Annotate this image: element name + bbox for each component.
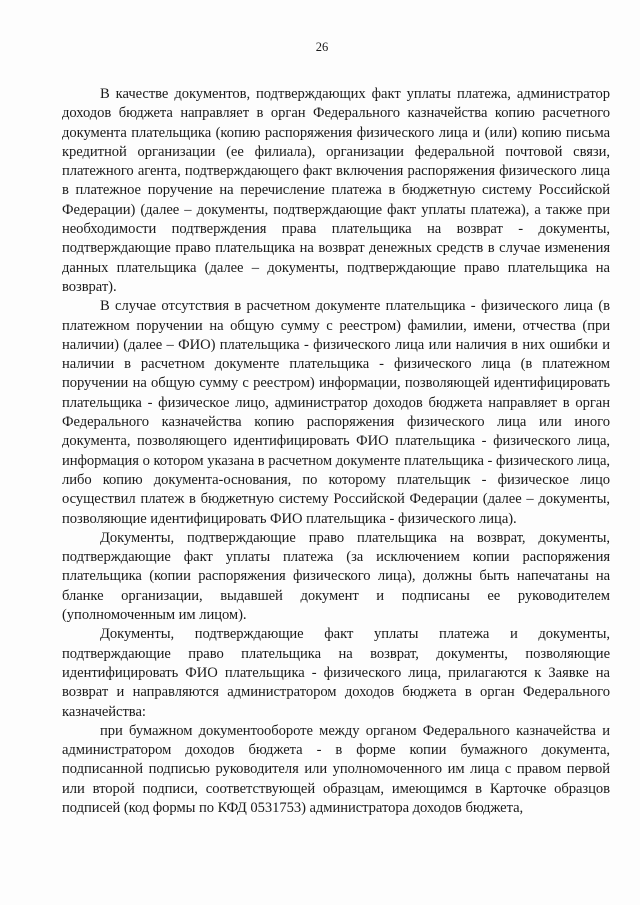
paragraph-fio-identification: В случае отсутствия в расчетном документе плательщика - физического лица (в платежном поручении на общую сумму с реестром) фамилии, имени, отчества (при наличии) (далее – ФИО) плательщика - физического лица или наличия в них ошибки и наличии в расчетном документе плательщика - физического лица (в платежном поручении на общую сумму с реестром) информации, позволяющей идентифицировать плательщика - физическое лицо, администратор доходов бюджета направляет в орган Федерального казначейства копию распоряжения физического лица или иного документа, позволяющего идентифицировать ФИО плательщика - физического лица, информация о котором указана в расчетном документе плательщика - физического лица, либо копию документа-основания, по которому плательщик - физическое лицо осуществил платеж в бюджетную систему Российской Федерации (далее – документы, позволяющие идентифицировать ФИО плательщика - физического лица). xyxy=(62,298,610,527)
paragraph-paper-workflow: при бумажном документообороте между органом Федерального казначейства и администратором доходов бюджета - в форме копии бумажного документа, подписанной подписью руководителя или уполномоченного им лица с правом первой или второй подписи, соответствующей образцам, имеющимся в Карточке образцов подписей (код формы по КФД 0531753) администратора доходов бюджета, xyxy=(62,722,610,816)
paragraph-document-requirements: Документы, подтверждающие право плательщика на возврат, документы, подтверждающие факт уплаты платежа (за исключением копии распоряжения плательщика (копии распоряжения физического лица), должны быть напечатаны на бланке организации, выдавшей документ и подписаны ее руководителем (уполномоченным им лицом). xyxy=(62,529,610,624)
paragraph-attachment-procedure: Документы, подтверждающие факт уплаты платежа и документы, подтверждающие право плательщика на возврат, документы, позволяющие идентифицировать ФИО плательщика - физического лица, прилагаются к Заявке на возврат и направляются администратором доходов бюджета в орган Федерального казначейства: xyxy=(62,626,610,720)
page-number: 26 xyxy=(315,40,329,54)
paragraph-payment-documents: В качестве документов, подтверждающих факт уплаты платежа, администратор доходов бюджета направляет в орган Федерального казначейства копию расчетного документа плательщика (копию распоряжения физического лица и (или) копию письма кредитной организации (ее филиала), организации федеральной почтовой связи, платежного агента, подтверждающего факт включения распоряжения физического лица в платежное поручение на перечисление платежа в бюджетную систему Российской Федерации) (далее – документы, подтверждающие факт уплаты платежа), а также при необходимости подтверждения права плательщика на возврат - документы, подтверждающие право плательщика на возврат денежных средств в случае изменения данных плательщика (далее – документы, подтверждающие право плательщика на возврат). xyxy=(62,86,610,295)
